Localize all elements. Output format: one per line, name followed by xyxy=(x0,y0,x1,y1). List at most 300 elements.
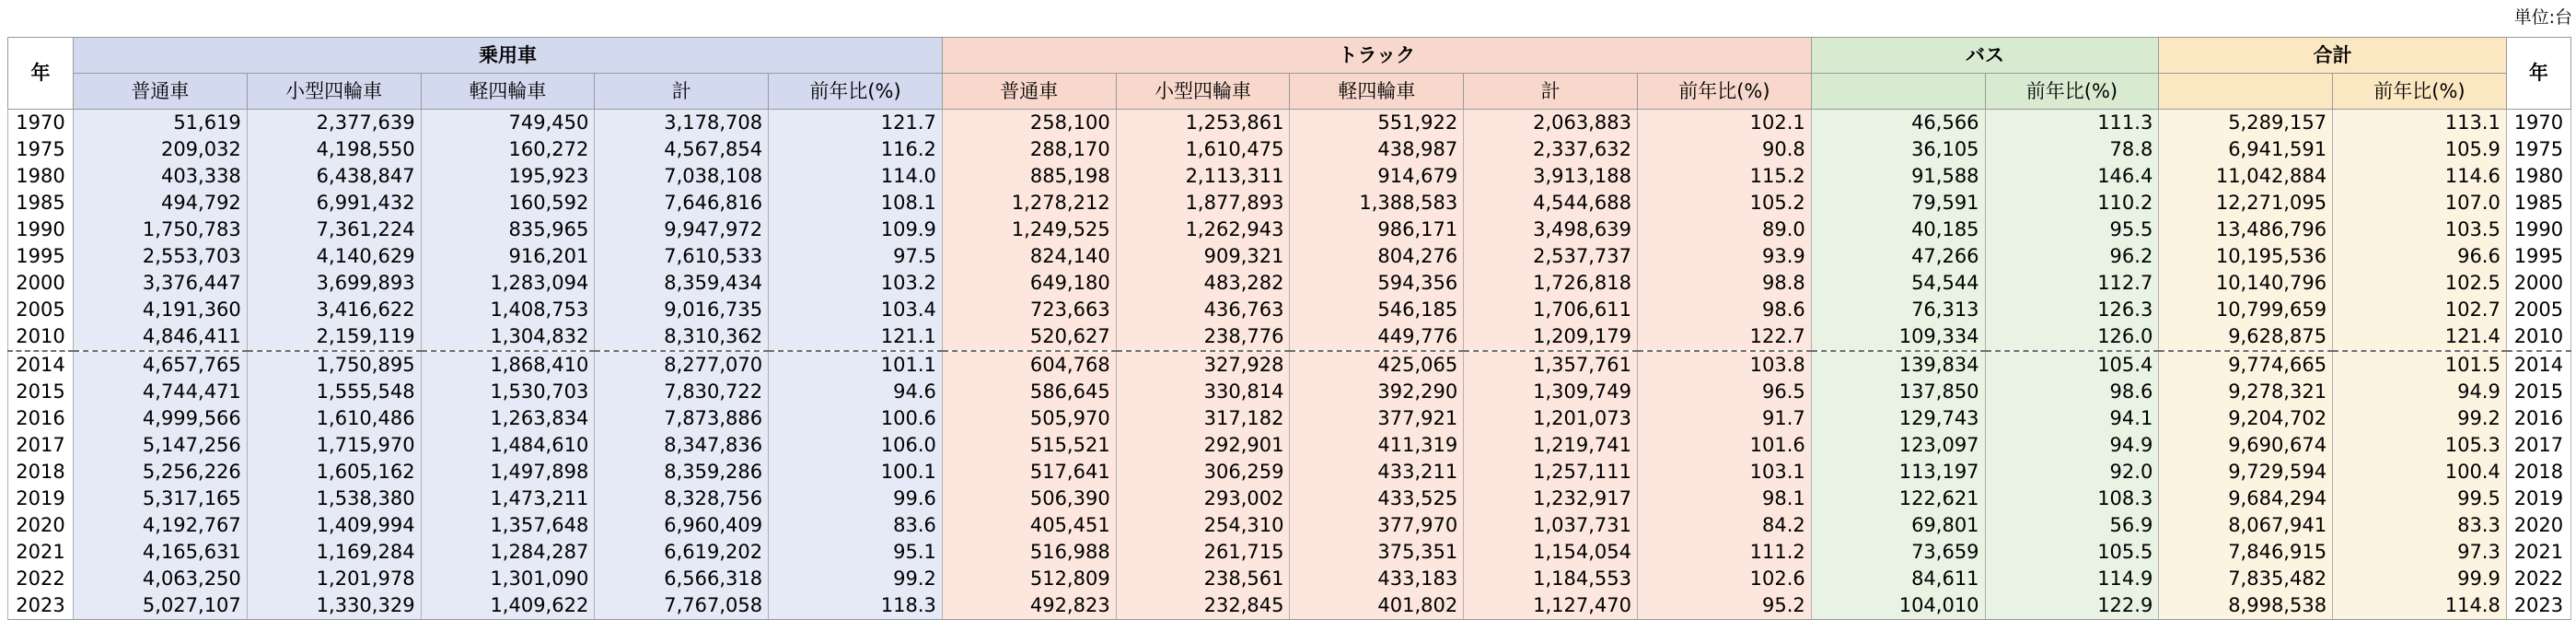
truck-subtotal: 1,037,731 xyxy=(1464,512,1638,539)
unit-label: 単位:台 xyxy=(2513,7,2572,28)
bus-yoy: 92.0 xyxy=(1985,459,2159,485)
passenger-regular: 403,338 xyxy=(74,163,248,190)
passenger-yoy: 83.6 xyxy=(769,512,943,539)
passenger-regular: 4,063,250 xyxy=(74,566,248,592)
passenger-small: 1,715,970 xyxy=(247,432,421,459)
truck-mini: 377,921 xyxy=(1290,405,1464,432)
truck-subtotal: 1,257,111 xyxy=(1464,459,1638,485)
truck-regular: 520,627 xyxy=(942,323,1116,351)
year-cell: 2022 xyxy=(8,566,74,592)
group-total: 合計 xyxy=(2159,38,2507,74)
passenger-regular: 4,165,631 xyxy=(74,539,248,566)
truck-yoy: 101.6 xyxy=(1637,432,1811,459)
truck-regular: 1,278,212 xyxy=(942,190,1116,216)
passenger-small: 6,991,432 xyxy=(247,190,421,216)
total-count: 10,799,659 xyxy=(2159,297,2333,323)
passenger-subtotal: 8,359,434 xyxy=(595,270,769,297)
truck-mini: 546,185 xyxy=(1290,297,1464,323)
table-row xyxy=(8,485,2571,512)
passenger-subtotal: 6,566,318 xyxy=(595,566,769,592)
passenger-small: 1,750,895 xyxy=(247,351,421,379)
truck-subtotal: 1,154,054 xyxy=(1464,539,1638,566)
truck-regular: 885,198 xyxy=(942,163,1116,190)
truck-mini: 1,388,583 xyxy=(1290,190,1464,216)
table-row xyxy=(8,592,2571,620)
year-cell-right: 2005 xyxy=(2506,297,2570,323)
bus-yoy: 94.1 xyxy=(1985,405,2159,432)
table-row xyxy=(8,110,2571,137)
truck-regular: 512,809 xyxy=(942,566,1116,592)
passenger-yoy: 94.6 xyxy=(769,379,943,405)
year-cell: 2000 xyxy=(8,270,74,297)
truck-regular: 505,970 xyxy=(942,405,1116,432)
year-cell: 1990 xyxy=(8,216,74,243)
bus-count: 104,010 xyxy=(1811,592,1985,620)
bus-count-header xyxy=(1811,74,1985,110)
truck-regular: 492,823 xyxy=(942,592,1116,620)
truck-yoy: 111.2 xyxy=(1637,539,1811,566)
passenger-subtotal: 7,830,722 xyxy=(595,379,769,405)
table-row xyxy=(8,190,2571,216)
passenger-mini: 160,592 xyxy=(421,190,595,216)
passenger-regular: 4,744,471 xyxy=(74,379,248,405)
total-yoy: 114.8 xyxy=(2333,592,2507,620)
truck-subtotal: 1,357,761 xyxy=(1464,351,1638,379)
bus-yoy: 105.5 xyxy=(1985,539,2159,566)
truck-small: 1,610,475 xyxy=(1116,136,1290,163)
passenger-small: 1,610,486 xyxy=(247,405,421,432)
passenger-mini: 916,201 xyxy=(421,243,595,270)
truck-small: 327,928 xyxy=(1116,351,1290,379)
bus-count: 84,611 xyxy=(1811,566,1985,592)
passenger-small: 1,605,162 xyxy=(247,459,421,485)
bus-yoy: 111.3 xyxy=(1985,110,2159,137)
passenger-yoy: 103.4 xyxy=(769,297,943,323)
truck-small: 232,845 xyxy=(1116,592,1290,620)
passenger-small: 1,201,978 xyxy=(247,566,421,592)
total-count: 7,846,915 xyxy=(2159,539,2333,566)
bus-count: 54,544 xyxy=(1811,270,1985,297)
year-cell: 1985 xyxy=(8,190,74,216)
passenger-regular-header: 普通車 xyxy=(74,74,248,110)
total-count: 9,278,321 xyxy=(2159,379,2333,405)
year-cell-right: 2022 xyxy=(2506,566,2570,592)
group-passenger: 乗用車 xyxy=(74,38,943,74)
year-cell-right: 2020 xyxy=(2506,512,2570,539)
passenger-subtotal: 3,178,708 xyxy=(595,110,769,137)
truck-subtotal: 1,184,553 xyxy=(1464,566,1638,592)
bus-yoy: 78.8 xyxy=(1985,136,2159,163)
total-yoy: 94.9 xyxy=(2333,379,2507,405)
year-cell: 2015 xyxy=(8,379,74,405)
passenger-regular: 4,657,765 xyxy=(74,351,248,379)
table-row xyxy=(8,432,2571,459)
bus-count: 46,566 xyxy=(1811,110,1985,137)
total-yoy: 96.6 xyxy=(2333,243,2507,270)
truck-regular: 604,768 xyxy=(942,351,1116,379)
truck-subtotal: 1,201,073 xyxy=(1464,405,1638,432)
bus-count: 79,591 xyxy=(1811,190,1985,216)
passenger-subtotal: 8,328,756 xyxy=(595,485,769,512)
table-row xyxy=(8,323,2571,351)
bus-yoy: 94.9 xyxy=(1985,432,2159,459)
table-row xyxy=(8,297,2571,323)
passenger-mini: 1,408,753 xyxy=(421,297,595,323)
truck-yoy: 84.2 xyxy=(1637,512,1811,539)
truck-small: 2,113,311 xyxy=(1116,163,1290,190)
passenger-subtotal-header: 計 xyxy=(595,74,769,110)
passenger-regular: 5,027,107 xyxy=(74,592,248,620)
passenger-mini: 1,283,094 xyxy=(421,270,595,297)
truck-small: 238,776 xyxy=(1116,323,1290,351)
truck-small: 292,901 xyxy=(1116,432,1290,459)
year-cell: 1980 xyxy=(8,163,74,190)
passenger-mini: 1,530,703 xyxy=(421,379,595,405)
bus-count: 36,105 xyxy=(1811,136,1985,163)
passenger-yoy: 99.6 xyxy=(769,485,943,512)
total-yoy: 101.5 xyxy=(2333,351,2507,379)
total-count: 13,486,796 xyxy=(2159,216,2333,243)
total-yoy: 114.6 xyxy=(2333,163,2507,190)
passenger-mini: 1,484,610 xyxy=(421,432,595,459)
bus-count: 40,185 xyxy=(1811,216,1985,243)
truck-yoy: 102.6 xyxy=(1637,566,1811,592)
passenger-regular: 5,147,256 xyxy=(74,432,248,459)
total-yoy: 113.1 xyxy=(2333,110,2507,137)
passenger-mini: 1,473,211 xyxy=(421,485,595,512)
total-count: 11,042,884 xyxy=(2159,163,2333,190)
bus-yoy: 56.9 xyxy=(1985,512,2159,539)
truck-regular: 288,170 xyxy=(942,136,1116,163)
passenger-yoy-header: 前年比(%) xyxy=(769,74,943,110)
total-count: 7,835,482 xyxy=(2159,566,2333,592)
table-row xyxy=(8,216,2571,243)
total-yoy: 102.5 xyxy=(2333,270,2507,297)
year-cell: 2016 xyxy=(8,405,74,432)
total-yoy: 102.7 xyxy=(2333,297,2507,323)
passenger-mini: 195,923 xyxy=(421,163,595,190)
total-count: 9,729,594 xyxy=(2159,459,2333,485)
year-cell-right: 1975 xyxy=(2506,136,2570,163)
passenger-small: 4,140,629 xyxy=(247,243,421,270)
year-cell-right: 2014 xyxy=(2506,351,2570,379)
passenger-subtotal: 6,960,409 xyxy=(595,512,769,539)
passenger-small: 1,169,284 xyxy=(247,539,421,566)
year-cell-right: 1970 xyxy=(2506,110,2570,137)
passenger-yoy: 106.0 xyxy=(769,432,943,459)
passenger-yoy: 121.1 xyxy=(769,323,943,351)
passenger-yoy: 121.7 xyxy=(769,110,943,137)
group-bus: バス xyxy=(1811,38,2159,74)
passenger-yoy: 99.2 xyxy=(769,566,943,592)
year-cell: 1975 xyxy=(8,136,74,163)
passenger-subtotal: 6,619,202 xyxy=(595,539,769,566)
passenger-subtotal: 7,873,886 xyxy=(595,405,769,432)
total-count: 10,195,536 xyxy=(2159,243,2333,270)
total-count: 9,628,875 xyxy=(2159,323,2333,351)
bus-yoy: 98.6 xyxy=(1985,379,2159,405)
passenger-mini: 835,965 xyxy=(421,216,595,243)
passenger-regular: 4,846,411 xyxy=(74,323,248,351)
truck-subtotal: 2,063,883 xyxy=(1464,110,1638,137)
passenger-yoy: 100.1 xyxy=(769,459,943,485)
truck-subtotal: 1,232,917 xyxy=(1464,485,1638,512)
year-cell-right: 2019 xyxy=(2506,485,2570,512)
truck-yoy: 105.2 xyxy=(1637,190,1811,216)
year-cell: 2019 xyxy=(8,485,74,512)
year-cell-right: 2015 xyxy=(2506,379,2570,405)
passenger-subtotal: 8,277,070 xyxy=(595,351,769,379)
passenger-small: 7,361,224 xyxy=(247,216,421,243)
truck-regular: 723,663 xyxy=(942,297,1116,323)
truck-subtotal: 3,913,188 xyxy=(1464,163,1638,190)
year-cell: 2014 xyxy=(8,351,74,379)
total-yoy: 121.4 xyxy=(2333,323,2507,351)
bus-count: 47,266 xyxy=(1811,243,1985,270)
truck-mini: 914,679 xyxy=(1290,163,1464,190)
total-yoy: 105.9 xyxy=(2333,136,2507,163)
truck-subtotal: 3,498,639 xyxy=(1464,216,1638,243)
passenger-yoy: 101.1 xyxy=(769,351,943,379)
truck-small: 436,763 xyxy=(1116,297,1290,323)
truck-mini: 401,802 xyxy=(1290,592,1464,620)
truck-regular: 1,249,525 xyxy=(942,216,1116,243)
total-yoy: 103.5 xyxy=(2333,216,2507,243)
truck-mini: 986,171 xyxy=(1290,216,1464,243)
truck-yoy: 98.1 xyxy=(1637,485,1811,512)
bus-yoy: 96.2 xyxy=(1985,243,2159,270)
table-row xyxy=(8,243,2571,270)
passenger-small: 4,198,550 xyxy=(247,136,421,163)
passenger-subtotal: 8,310,362 xyxy=(595,323,769,351)
truck-subtotal: 4,544,688 xyxy=(1464,190,1638,216)
truck-regular: 515,521 xyxy=(942,432,1116,459)
passenger-subtotal: 4,567,854 xyxy=(595,136,769,163)
passenger-yoy: 97.5 xyxy=(769,243,943,270)
truck-yoy: 103.1 xyxy=(1637,459,1811,485)
truck-subtotal-header: 計 xyxy=(1464,74,1638,110)
truck-mini: 551,922 xyxy=(1290,110,1464,137)
year-header-left: 年 xyxy=(8,38,74,110)
total-count-header xyxy=(2159,74,2333,110)
passenger-mini: 1,409,622 xyxy=(421,592,595,620)
total-yoy: 107.0 xyxy=(2333,190,2507,216)
year-cell-right: 1990 xyxy=(2506,216,2570,243)
table-row xyxy=(8,163,2571,190)
passenger-yoy: 116.2 xyxy=(769,136,943,163)
bus-yoy: 146.4 xyxy=(1985,163,2159,190)
passenger-subtotal: 8,359,286 xyxy=(595,459,769,485)
truck-small: 1,877,893 xyxy=(1116,190,1290,216)
total-yoy: 99.5 xyxy=(2333,485,2507,512)
truck-subtotal: 2,537,737 xyxy=(1464,243,1638,270)
total-yoy: 105.3 xyxy=(2333,432,2507,459)
truck-small: 261,715 xyxy=(1116,539,1290,566)
truck-small: 317,182 xyxy=(1116,405,1290,432)
total-yoy: 99.2 xyxy=(2333,405,2507,432)
passenger-regular: 209,032 xyxy=(74,136,248,163)
truck-mini: 438,987 xyxy=(1290,136,1464,163)
table-row xyxy=(8,136,2571,163)
total-count: 9,204,702 xyxy=(2159,405,2333,432)
table-row xyxy=(8,379,2571,405)
truck-yoy: 122.7 xyxy=(1637,323,1811,351)
passenger-yoy: 108.1 xyxy=(769,190,943,216)
passenger-small: 3,416,622 xyxy=(247,297,421,323)
bus-count: 123,097 xyxy=(1811,432,1985,459)
bus-count: 129,743 xyxy=(1811,405,1985,432)
year-cell-right: 1985 xyxy=(2506,190,2570,216)
truck-mini: 425,065 xyxy=(1290,351,1464,379)
passenger-subtotal: 9,016,735 xyxy=(595,297,769,323)
truck-subtotal: 1,706,611 xyxy=(1464,297,1638,323)
total-count: 8,067,941 xyxy=(2159,512,2333,539)
passenger-small: 1,409,994 xyxy=(247,512,421,539)
truck-regular: 824,140 xyxy=(942,243,1116,270)
total-yoy-header: 前年比(%) xyxy=(2333,74,2507,110)
passenger-small: 1,538,380 xyxy=(247,485,421,512)
year-cell-right: 2023 xyxy=(2506,592,2570,620)
truck-mini: 392,290 xyxy=(1290,379,1464,405)
total-yoy: 100.4 xyxy=(2333,459,2507,485)
year-cell: 2017 xyxy=(8,432,74,459)
truck-mini: 375,351 xyxy=(1290,539,1464,566)
passenger-yoy: 95.1 xyxy=(769,539,943,566)
passenger-yoy: 109.9 xyxy=(769,216,943,243)
table-row xyxy=(8,512,2571,539)
total-count: 9,774,665 xyxy=(2159,351,2333,379)
passenger-regular: 5,256,226 xyxy=(74,459,248,485)
truck-subtotal: 1,127,470 xyxy=(1464,592,1638,620)
truck-regular-header: 普通車 xyxy=(942,74,1116,110)
year-cell-right: 2000 xyxy=(2506,270,2570,297)
truck-mini: 433,211 xyxy=(1290,459,1464,485)
passenger-mini: 160,272 xyxy=(421,136,595,163)
bus-count: 137,850 xyxy=(1811,379,1985,405)
bus-yoy: 126.3 xyxy=(1985,297,2159,323)
truck-regular: 405,451 xyxy=(942,512,1116,539)
truck-yoy-header: 前年比(%) xyxy=(1637,74,1811,110)
passenger-subtotal: 7,767,058 xyxy=(595,592,769,620)
passenger-subtotal: 7,646,816 xyxy=(595,190,769,216)
year-cell-right: 2017 xyxy=(2506,432,2570,459)
truck-yoy: 93.9 xyxy=(1637,243,1811,270)
truck-small: 1,262,943 xyxy=(1116,216,1290,243)
passenger-mini-header: 軽四輪車 xyxy=(421,74,595,110)
passenger-small: 6,438,847 xyxy=(247,163,421,190)
year-cell-right: 2021 xyxy=(2506,539,2570,566)
truck-yoy: 103.8 xyxy=(1637,351,1811,379)
passenger-yoy: 103.2 xyxy=(769,270,943,297)
truck-mini: 433,525 xyxy=(1290,485,1464,512)
truck-mini: 804,276 xyxy=(1290,243,1464,270)
passenger-small: 1,330,329 xyxy=(247,592,421,620)
truck-mini-header: 軽四輪車 xyxy=(1290,74,1464,110)
year-cell: 2021 xyxy=(8,539,74,566)
year-cell-right: 2010 xyxy=(2506,323,2570,351)
passenger-subtotal: 7,038,108 xyxy=(595,163,769,190)
truck-yoy: 91.7 xyxy=(1637,405,1811,432)
bus-yoy: 126.0 xyxy=(1985,323,2159,351)
truck-subtotal: 1,209,179 xyxy=(1464,323,1638,351)
bus-yoy-header: 前年比(%) xyxy=(1985,74,2159,110)
passenger-mini: 1,263,834 xyxy=(421,405,595,432)
truck-yoy: 98.8 xyxy=(1637,270,1811,297)
passenger-subtotal: 7,610,533 xyxy=(595,243,769,270)
total-count: 12,271,095 xyxy=(2159,190,2333,216)
truck-yoy: 102.1 xyxy=(1637,110,1811,137)
total-yoy: 97.3 xyxy=(2333,539,2507,566)
total-yoy: 99.9 xyxy=(2333,566,2507,592)
truck-yoy: 115.2 xyxy=(1637,163,1811,190)
year-cell: 2020 xyxy=(8,512,74,539)
table-row xyxy=(8,459,2571,485)
bus-count: 109,334 xyxy=(1811,323,1985,351)
truck-mini: 449,776 xyxy=(1290,323,1464,351)
bus-count: 139,834 xyxy=(1811,351,1985,379)
bus-yoy: 95.5 xyxy=(1985,216,2159,243)
passenger-mini: 1,284,287 xyxy=(421,539,595,566)
truck-mini: 377,970 xyxy=(1290,512,1464,539)
truck-small: 909,321 xyxy=(1116,243,1290,270)
truck-mini: 411,319 xyxy=(1290,432,1464,459)
passenger-yoy: 118.3 xyxy=(769,592,943,620)
passenger-small: 2,377,639 xyxy=(247,110,421,137)
truck-regular: 506,390 xyxy=(942,485,1116,512)
truck-subtotal: 1,309,749 xyxy=(1464,379,1638,405)
total-count: 5,289,157 xyxy=(2159,110,2333,137)
truck-yoy: 89.0 xyxy=(1637,216,1811,243)
passenger-mini: 1,497,898 xyxy=(421,459,595,485)
truck-small: 238,561 xyxy=(1116,566,1290,592)
truck-yoy: 98.6 xyxy=(1637,297,1811,323)
table-row xyxy=(8,566,2571,592)
total-count: 8,998,538 xyxy=(2159,592,2333,620)
bus-count: 91,588 xyxy=(1811,163,1985,190)
total-count: 6,941,591 xyxy=(2159,136,2333,163)
table-row xyxy=(8,270,2571,297)
bus-yoy: 122.9 xyxy=(1985,592,2159,620)
truck-yoy: 90.8 xyxy=(1637,136,1811,163)
year-cell: 1970 xyxy=(8,110,74,137)
truck-regular: 258,100 xyxy=(942,110,1116,137)
passenger-regular: 1,750,783 xyxy=(74,216,248,243)
year-cell: 2018 xyxy=(8,459,74,485)
table-row xyxy=(8,351,2571,379)
passenger-subtotal: 9,947,972 xyxy=(595,216,769,243)
passenger-yoy: 100.6 xyxy=(769,405,943,432)
passenger-mini: 1,357,648 xyxy=(421,512,595,539)
truck-small-header: 小型四輪車 xyxy=(1116,74,1290,110)
passenger-yoy: 114.0 xyxy=(769,163,943,190)
bus-yoy: 110.2 xyxy=(1985,190,2159,216)
passenger-small: 3,699,893 xyxy=(247,270,421,297)
bus-count: 73,659 xyxy=(1811,539,1985,566)
passenger-regular: 494,792 xyxy=(74,190,248,216)
passenger-regular: 4,191,360 xyxy=(74,297,248,323)
year-cell: 2010 xyxy=(8,323,74,351)
truck-subtotal: 1,219,741 xyxy=(1464,432,1638,459)
passenger-regular: 4,192,767 xyxy=(74,512,248,539)
truck-subtotal: 2,337,632 xyxy=(1464,136,1638,163)
total-yoy: 83.3 xyxy=(2333,512,2507,539)
passenger-small-header: 小型四輪車 xyxy=(247,74,421,110)
bus-count: 122,621 xyxy=(1811,485,1985,512)
passenger-subtotal: 8,347,836 xyxy=(595,432,769,459)
passenger-regular: 4,999,566 xyxy=(74,405,248,432)
truck-mini: 594,356 xyxy=(1290,270,1464,297)
total-count: 10,140,796 xyxy=(2159,270,2333,297)
